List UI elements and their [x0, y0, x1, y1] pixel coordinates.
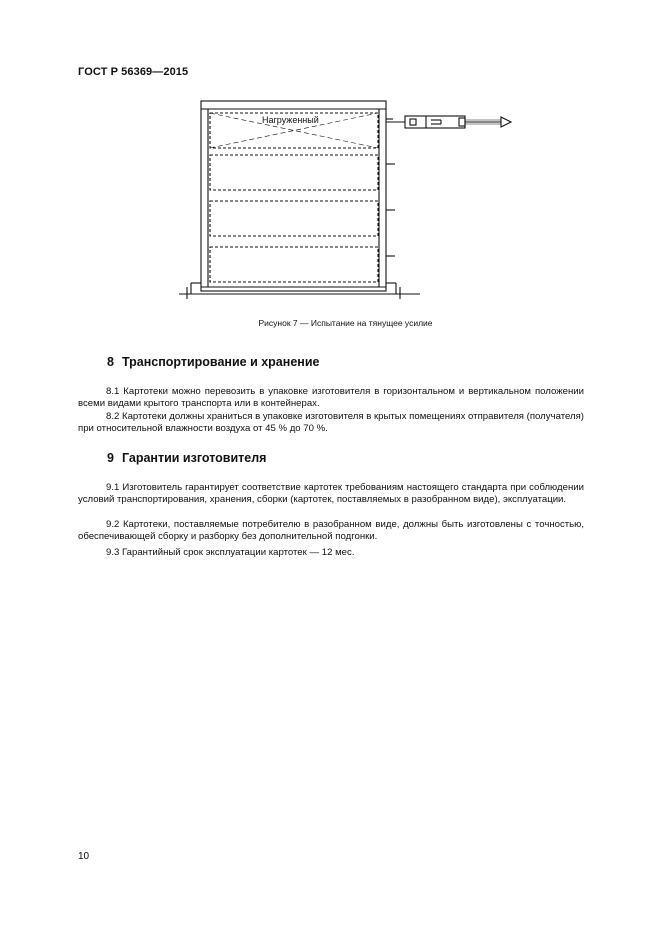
section-8-heading: [107, 355, 319, 369]
pull-arrow: [465, 117, 511, 127]
section-8-number: 8: [107, 355, 114, 369]
drawer-3: [210, 201, 378, 236]
figure-caption: Рисунок 7 — Испытание на тянущее усилие: [258, 318, 433, 328]
page-number: 10: [78, 851, 90, 862]
paragraph-8-1: 8.1 Картотеки можно перевозить в упаковке изготовителя в горизонтальном и вертикальном положении всеми видами крытого транспорта или в контейнерах.: [78, 386, 584, 410]
drawer-4: [210, 247, 378, 282]
section-9-title: Гарантии изготовителя: [121, 451, 267, 465]
figure-pull-test: [175, 97, 520, 302]
section-9-number: 9: [107, 451, 114, 465]
paragraph-9-3: 9.3 Гарантийный срок эксплуатации картотек — 12 мес.: [106, 547, 355, 558]
loaded-label: Нагруженный: [262, 115, 319, 125]
section-9-heading: [107, 451, 266, 465]
paragraph-9-2: 9.2 Картотеки, поставляемые потребителю в разобранном виде, должны быть изготовлены с точностью, обеспечивающей сборку и разборку без дополнительной подгонки.: [78, 519, 584, 543]
paragraph-8-2: 8.2 Картотеки должны храниться в упаковке изготовителя в крытых помещениях отправителя (получателя) при относительной влажности воздуха от 45 % до 70 %.: [78, 411, 584, 435]
dynamometer: [386, 116, 465, 128]
cabinet-body: [201, 101, 386, 291]
section-8-title: Транспортирование и хранение: [121, 355, 320, 369]
drawer-2: [210, 155, 378, 190]
document-header: ГОСТ Р 56369—2015: [78, 66, 189, 78]
paragraph-9-1: 9.1 Изготовитель гарантирует соответствие картотек требованиям настоящего стандарта при соблюдении условий транспортирования, хранения, сборки (картотек, поставляемых в разобранном виде), эксплуатации.: [78, 482, 584, 506]
